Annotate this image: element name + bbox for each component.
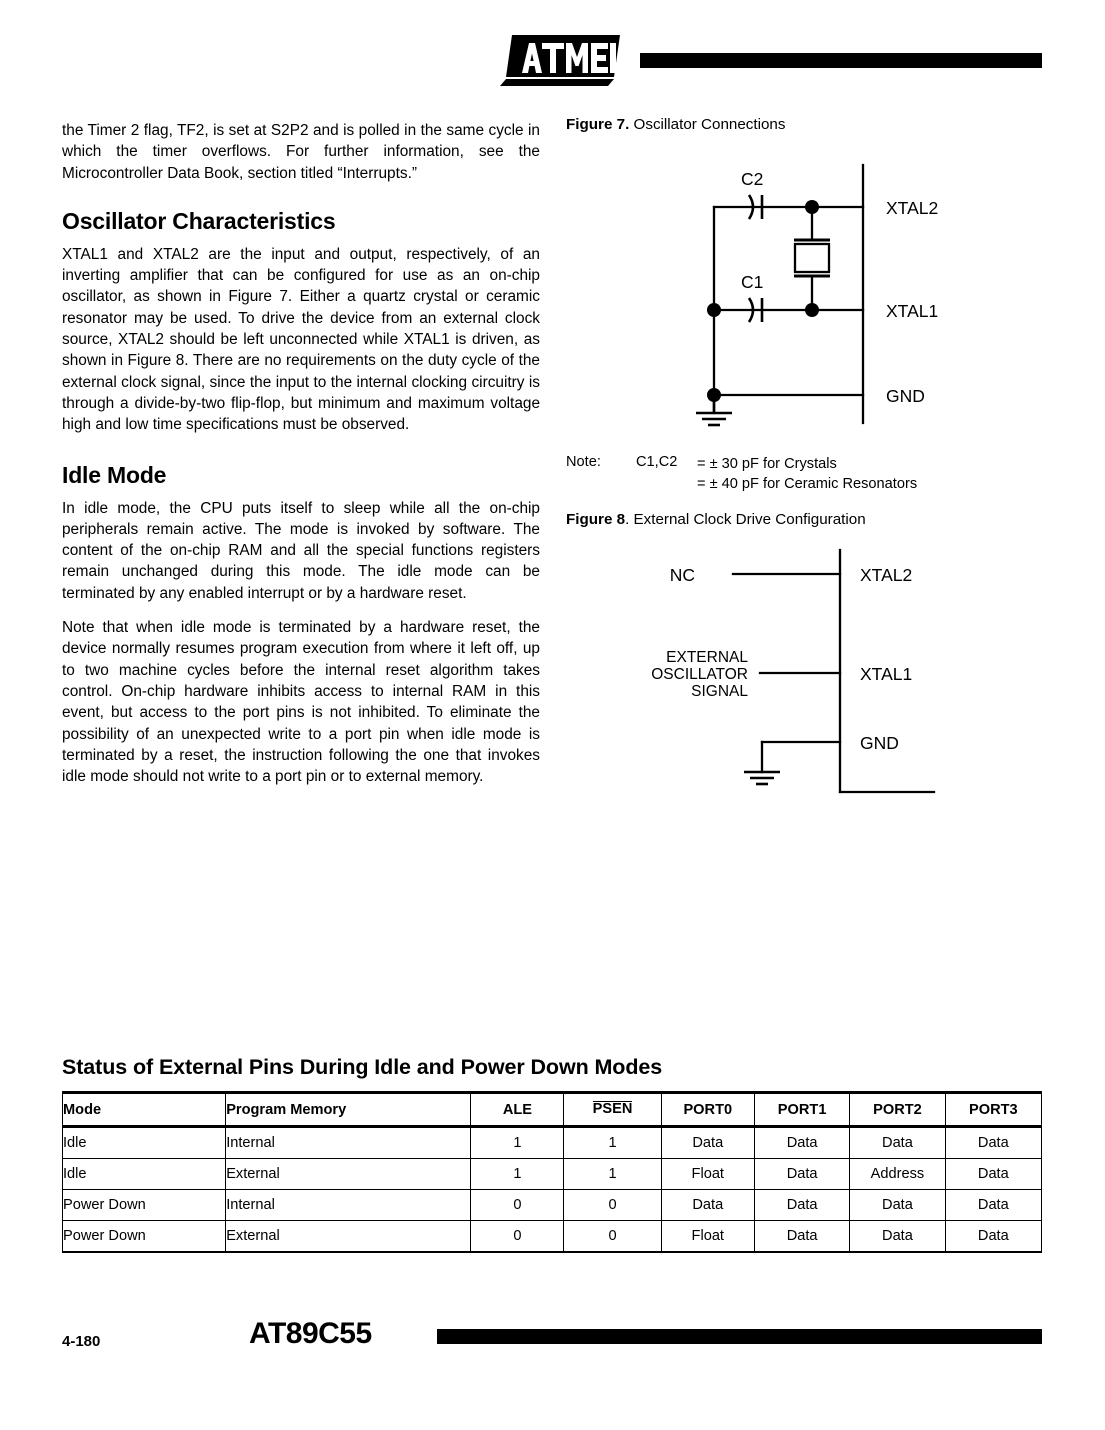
cell-port2: Data	[850, 1127, 945, 1159]
figure-7-oscillator-circuit	[566, 145, 1006, 435]
idle-mode-heading: Idle Mode	[62, 461, 167, 488]
figure-8-label-xtal2: XTAL2	[860, 565, 913, 585]
note-label: Note:	[566, 454, 601, 470]
cell-mode: Power Down	[63, 1221, 226, 1253]
column-header-label: Mode	[63, 1101, 102, 1118]
column-header-label: Program Memory	[226, 1101, 347, 1118]
cell-port1: Data	[754, 1190, 849, 1221]
figure-7-label-gnd: GND	[886, 386, 925, 406]
figure-8-caption-text: . External Clock Drive Configuration	[625, 511, 866, 528]
cell-port0: Float	[661, 1221, 754, 1253]
figure-8-label-nc: NC	[669, 565, 695, 585]
cell-ale: 0	[471, 1190, 564, 1221]
footer-rule	[437, 1329, 1042, 1344]
column-header-program-memory	[226, 1093, 471, 1127]
column-header-label: PORT1	[777, 1101, 827, 1118]
table-body	[63, 1127, 1042, 1253]
cell-port2: Data	[850, 1221, 945, 1253]
cell-port3: Data	[945, 1221, 1041, 1253]
figure-7-caption	[566, 115, 1046, 135]
page-header	[0, 0, 1105, 100]
cell-ale: 1	[471, 1127, 564, 1159]
cell-port2: Data	[850, 1190, 945, 1221]
atmel-logo	[498, 29, 628, 87]
column-header-port2	[850, 1093, 945, 1127]
cell-psen: 1	[564, 1127, 661, 1159]
page-number: 4-180	[62, 1333, 101, 1350]
figure-7-label-xtal2: XTAL2	[886, 198, 939, 218]
cell-port2: Address	[850, 1159, 945, 1190]
column-header-psen	[564, 1093, 661, 1127]
cell-mode: Idle	[63, 1127, 226, 1159]
oscillator-characteristics-heading: Oscillator Characteristics	[62, 207, 336, 234]
table-header-row	[63, 1093, 1042, 1127]
table-row	[63, 1159, 1042, 1190]
column-header-label: PORT0	[683, 1101, 733, 1118]
cell-program-memory: External	[226, 1159, 471, 1190]
cell-port0: Data	[661, 1127, 754, 1159]
figure-7-block	[566, 115, 1046, 435]
figure-7-label-c1: C1	[741, 272, 764, 292]
cell-psen: 0	[564, 1190, 661, 1221]
figure-7-caption-label: Figure 7.	[566, 116, 630, 133]
cell-ale: 0	[471, 1221, 564, 1253]
status-table-section	[62, 1055, 1042, 1253]
note-value-resonators: = ± 40 pF for Ceramic Resonators	[697, 476, 918, 492]
junction-dot	[805, 200, 819, 214]
page-footer	[0, 1310, 1105, 1380]
cell-port3: Data	[945, 1127, 1041, 1159]
figure-8-label-signal: SIGNAL	[691, 683, 748, 700]
cell-port1: Data	[754, 1159, 849, 1190]
cell-port1: Data	[754, 1221, 849, 1253]
table-head	[63, 1093, 1042, 1127]
crystal-symbol	[794, 240, 830, 276]
table-row	[63, 1127, 1042, 1159]
figure-8-label-oscillator: OSCILLATOR	[651, 666, 748, 683]
column-header-label: PORT2	[873, 1101, 922, 1118]
cell-port3: Data	[945, 1190, 1041, 1221]
column-header-port1	[754, 1093, 849, 1127]
cell-mode: Idle	[63, 1159, 226, 1190]
junction-dot	[707, 303, 721, 317]
column-header-port3	[945, 1093, 1041, 1127]
column-header-label: ALE	[502, 1101, 533, 1118]
figure-8-label-xtal1: XTAL1	[860, 664, 913, 684]
cell-program-memory: Internal	[226, 1190, 471, 1221]
column-header-ale	[471, 1093, 564, 1127]
junction-dot	[805, 303, 819, 317]
figure-8-label-gnd: GND	[860, 733, 899, 753]
idle-paragraph-2: Note that when idle mode is terminated by a hardware reset, the device normally resumes program execution from where it left off, up to two machine cycles before the internal reset algorithm takes control. On-chip hardware inhibits access to internal RAM in this event, but access to the port pins is not inhibited. To eliminate the possibility of an unexpected write to a port pin when idle mode is terminated by a reset, the instruction following the one that invokes idle mode should not write to a port pin or to external memory.	[62, 619, 540, 786]
status-table-title: Status of External Pins During Idle and Power Down Modes	[62, 1055, 663, 1079]
figure-7-caption-text: Oscillator Connections	[633, 116, 786, 133]
column-header-port0	[661, 1093, 754, 1127]
column-header-mode	[63, 1093, 226, 1127]
cell-port0: Float	[661, 1159, 754, 1190]
note-value-crystals: = ± 30 pF for Crystals	[697, 456, 837, 472]
intro-paragraph: the Timer 2 flag, TF2, is set at S2P2 and is polled in the same cycle in which the timer overflows. For further information, see the Microcontroller Data Book, section titled “Interrupts.”	[62, 122, 540, 182]
cell-psen: 1	[564, 1159, 661, 1190]
oscillator-paragraph: XTAL1 and XTAL2 are the input and output, respectively, of an inverting amplifier that can be configured for use as an on-chip oscillator, as shown in Figure 7. Either a quartz crystal or ceramic resonator may be used. To drive the device from an external clock source, XTAL2 should be left unconnected while XTAL1 is driven, as shown in Figure 8. There are no requirements on the duty cycle of the external clock signal, since the input to the internal clocking circuitry is through a divide-by-two flip-flop, but minimum and maximum voltage high and low time specifications must be observed.	[62, 245, 540, 434]
figure-8-label-external: EXTERNAL	[666, 649, 748, 666]
cell-port1: Data	[754, 1127, 849, 1159]
cell-port0: Data	[661, 1190, 754, 1221]
idle-paragraph-1: In idle mode, the CPU puts itself to sleep while all the on-chip peripherals remain active. The mode is invoked by software. The content of the on-chip RAM and all the special functions registers remain unchanged during this mode. The idle mode can be terminated by any enabled interrupt or by a hardware reset.	[62, 499, 540, 602]
column-header-label: PORT3	[968, 1101, 1018, 1118]
cell-program-memory: External	[226, 1221, 471, 1253]
figure-8-external-clock-circuit	[620, 540, 1040, 815]
part-name: AT89C55	[249, 1317, 372, 1350]
ground-symbol	[696, 395, 732, 425]
table-row	[63, 1221, 1042, 1253]
status-of-external-pins-table	[62, 1091, 1042, 1253]
cell-psen: 0	[564, 1221, 661, 1253]
header-rule	[640, 53, 1042, 68]
column-header-label-overlined: PSEN	[592, 1101, 633, 1118]
cell-mode: Power Down	[63, 1190, 226, 1221]
figure-7-label-xtal1: XTAL1	[886, 301, 939, 321]
left-text-column	[62, 120, 540, 800]
figure-8-caption-label: Figure 8	[566, 511, 626, 528]
ground-symbol	[744, 772, 780, 784]
note-components: C1,C2	[636, 454, 678, 470]
cell-program-memory: Internal	[226, 1127, 471, 1159]
cell-ale: 1	[471, 1159, 564, 1190]
figure-7-label-c2: C2	[741, 169, 764, 189]
cell-port3: Data	[945, 1159, 1041, 1190]
table-row	[63, 1190, 1042, 1221]
figure-8-caption	[566, 510, 1046, 530]
